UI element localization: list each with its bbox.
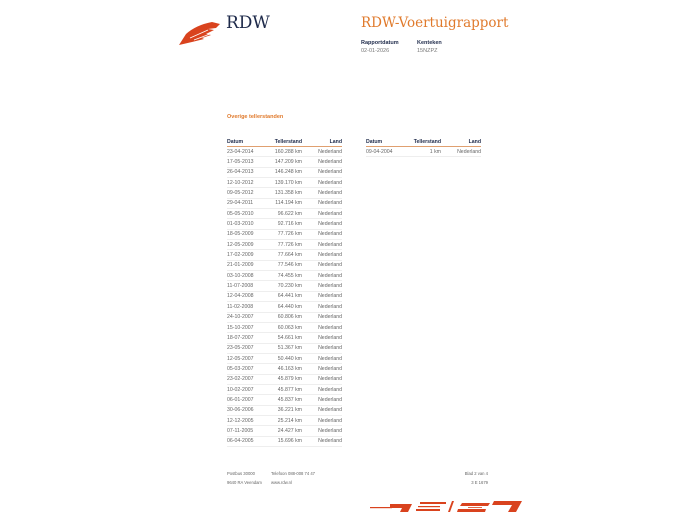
section-title: Overige tellerstanden <box>227 114 284 120</box>
cell-reading: 60.806 km <box>271 312 302 322</box>
cell-date: 29-04-2011 <box>227 198 271 208</box>
footer-code: 3 E 1679 <box>471 480 488 485</box>
odometer-table-right <box>366 138 481 157</box>
cell-country: Nederland <box>302 405 342 415</box>
cell-reading: 77.726 km <box>271 240 302 250</box>
cell-reading: 146.248 km <box>271 167 302 177</box>
cell-country: Nederland <box>302 260 342 270</box>
col-header-reading: Tellerstand <box>410 138 441 147</box>
col-header-date: Datum <box>366 138 410 147</box>
cell-date: 12-05-2007 <box>227 353 271 363</box>
col-header-reading: Tellerstand <box>271 138 302 147</box>
cell-reading: 77.664 km <box>271 250 302 260</box>
table-row <box>227 343 342 353</box>
cell-date: 18-07-2007 <box>227 333 271 343</box>
table-row <box>227 374 342 384</box>
cell-reading: 1 km <box>410 147 441 157</box>
cell-country: Nederland <box>302 167 342 177</box>
footer-page-number: Blad 2 van 4 <box>464 471 488 476</box>
cell-country: Nederland <box>302 395 342 405</box>
cell-country: Nederland <box>302 426 342 436</box>
rdw-logo-icon <box>178 20 222 46</box>
cell-country: Nederland <box>302 209 342 219</box>
table-row <box>227 384 342 394</box>
cell-country: Nederland <box>302 281 342 291</box>
document-title: RDW-Voertuigrapport <box>361 15 509 31</box>
table-row <box>227 353 342 363</box>
table-row <box>227 426 342 436</box>
cell-date: 21-01-2009 <box>227 260 271 270</box>
cell-date: 09-05-2012 <box>227 188 271 198</box>
cell-reading: 54.661 km <box>271 333 302 343</box>
table-row <box>227 229 342 239</box>
table-row <box>366 147 481 157</box>
cell-reading: 45.877 km <box>271 384 302 394</box>
cell-reading: 64.441 km <box>271 291 302 301</box>
cell-date: 12-12-2005 <box>227 415 271 425</box>
cell-date: 11-07-2008 <box>227 281 271 291</box>
table-row <box>227 198 342 208</box>
cell-date: 17-02-2009 <box>227 250 271 260</box>
table-row <box>227 271 342 281</box>
cell-date: 23-05-2007 <box>227 343 271 353</box>
table-row <box>227 333 342 343</box>
cell-date: 30-06-2006 <box>227 405 271 415</box>
col-header-country: Land <box>441 138 481 147</box>
cell-country: Nederland <box>302 240 342 250</box>
table-row <box>227 209 342 219</box>
cell-country: Nederland <box>302 343 342 353</box>
cell-country: Nederland <box>302 333 342 343</box>
cell-reading: 46.163 km <box>271 364 302 374</box>
cell-reading: 92.716 km <box>271 219 302 229</box>
cell-reading: 160.288 km <box>271 147 302 157</box>
plate-value: 15NZPZ <box>417 48 438 54</box>
cell-date: 01-03-2010 <box>227 219 271 229</box>
report-date-value: 02-01-2026 <box>361 48 390 54</box>
cell-date: 05-03-2007 <box>227 364 271 374</box>
cell-reading: 60.063 km <box>271 322 302 332</box>
cell-date: 03-10-2008 <box>227 271 271 281</box>
table-row <box>227 147 342 157</box>
cell-country: Nederland <box>302 302 342 312</box>
cell-country: Nederland <box>302 291 342 301</box>
table-row <box>227 188 342 198</box>
col-header-date: Datum <box>227 138 271 147</box>
table-row <box>227 260 342 270</box>
cell-country: Nederland <box>302 384 342 394</box>
table-row <box>227 219 342 229</box>
cell-date: 06-01-2007 <box>227 395 271 405</box>
brand-name: RDW <box>226 13 270 33</box>
cell-reading: 131.358 km <box>271 188 302 198</box>
report-date-label: Rapportdatum <box>361 40 399 46</box>
table-row <box>227 178 342 188</box>
cell-date: 06-04-2005 <box>227 436 271 446</box>
footer-website[interactable]: www.rdw.nl <box>271 480 292 485</box>
cell-date: 15-10-2007 <box>227 322 271 332</box>
table-row <box>227 405 342 415</box>
cell-reading: 25.214 km <box>271 415 302 425</box>
plate-label: Kenteken <box>417 40 442 46</box>
cell-country: Nederland <box>302 198 342 208</box>
cell-date: 12-04-2008 <box>227 291 271 301</box>
table-row <box>227 395 342 405</box>
cell-date: 18-05-2009 <box>227 229 271 239</box>
cell-date: 17-05-2013 <box>227 157 271 167</box>
table-row <box>227 281 342 291</box>
cell-reading: 74.455 km <box>271 271 302 281</box>
cell-country: Nederland <box>302 250 342 260</box>
cell-reading: 70.230 km <box>271 281 302 291</box>
cell-country: Nederland <box>302 312 342 322</box>
cell-country: Nederland <box>302 229 342 239</box>
cell-reading: 51.367 km <box>271 343 302 353</box>
col-header-country: Land <box>302 138 342 147</box>
cell-date: 07-11-2005 <box>227 426 271 436</box>
cell-date: 11-02-2008 <box>227 302 271 312</box>
cell-country: Nederland <box>441 147 481 157</box>
cell-date: 12-05-2009 <box>227 240 271 250</box>
cell-reading: 45.837 km <box>271 395 302 405</box>
cell-date: 23-02-2007 <box>227 374 271 384</box>
report-date-block <box>361 40 399 54</box>
table-row <box>227 240 342 250</box>
cell-country: Nederland <box>302 188 342 198</box>
cell-reading: 36.221 km <box>271 405 302 415</box>
cell-reading: 24.427 km <box>271 426 302 436</box>
table-row <box>227 436 342 446</box>
cell-country: Nederland <box>302 374 342 384</box>
cell-reading: 114.194 km <box>271 198 302 208</box>
rdw-stripes-logo-icon <box>370 498 530 514</box>
cell-country: Nederland <box>302 157 342 167</box>
cell-date: 10-02-2007 <box>227 384 271 394</box>
cell-reading: 147.209 km <box>271 157 302 167</box>
cell-country: Nederland <box>302 364 342 374</box>
cell-country: Nederland <box>302 147 342 157</box>
cell-country: Nederland <box>302 415 342 425</box>
cell-date: 23-04-2014 <box>227 147 271 157</box>
footer-postbus: Postbus 30000 <box>227 471 255 476</box>
cell-country: Nederland <box>302 322 342 332</box>
cell-country: Nederland <box>302 436 342 446</box>
cell-date: 24-10-2007 <box>227 312 271 322</box>
table-row <box>227 312 342 322</box>
cell-reading: 77.726 km <box>271 229 302 239</box>
cell-reading: 64.440 km <box>271 302 302 312</box>
table-row <box>227 157 342 167</box>
cell-reading: 45.879 km <box>271 374 302 384</box>
table-row <box>227 291 342 301</box>
cell-date: 12-10-2012 <box>227 178 271 188</box>
footer-phone: Telefoon 088-008 74 47 <box>271 471 316 476</box>
cell-country: Nederland <box>302 219 342 229</box>
odometer-table-left <box>227 138 342 447</box>
cell-reading: 139.170 km <box>271 178 302 188</box>
cell-reading: 50.440 km <box>271 353 302 363</box>
table-row <box>227 415 342 425</box>
cell-date: 26-04-2013 <box>227 167 271 177</box>
table-row <box>227 322 342 332</box>
cell-reading: 77.546 km <box>271 260 302 270</box>
cell-country: Nederland <box>302 178 342 188</box>
table-row <box>227 167 342 177</box>
plate-block <box>417 40 442 54</box>
footer-city: 9640 RA Veendam <box>227 480 262 485</box>
cell-reading: 96.622 km <box>271 209 302 219</box>
cell-date: 05-05-2010 <box>227 209 271 219</box>
cell-date: 09-04-2004 <box>366 147 410 157</box>
table-row <box>227 302 342 312</box>
cell-reading: 15.696 km <box>271 436 302 446</box>
cell-country: Nederland <box>302 353 342 363</box>
table-row <box>227 250 342 260</box>
table-row <box>227 364 342 374</box>
cell-country: Nederland <box>302 271 342 281</box>
